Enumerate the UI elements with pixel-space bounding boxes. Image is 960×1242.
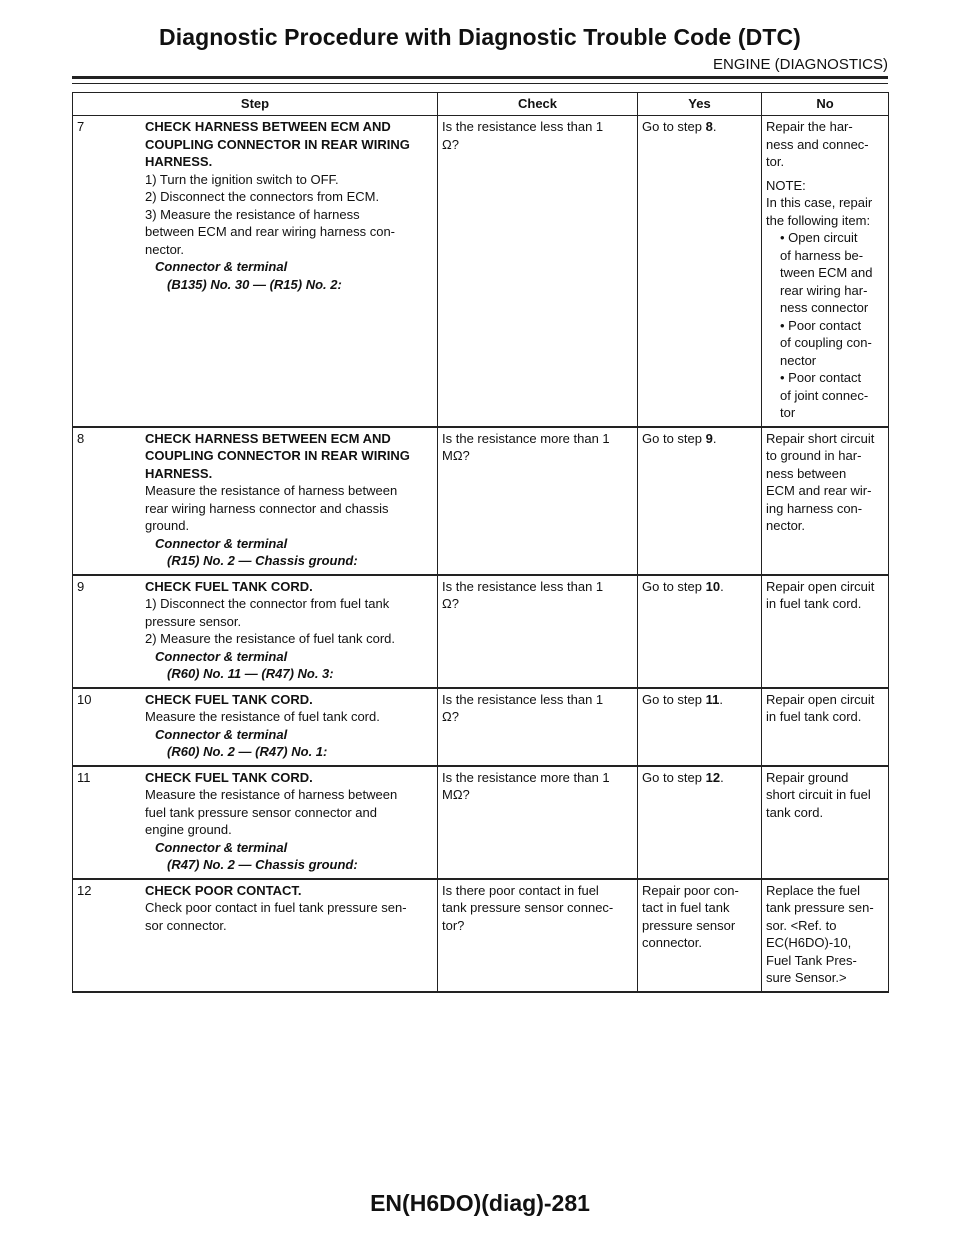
no-line: in fuel tank cord.: [766, 709, 862, 724]
yes-step-link[interactable]: 8: [705, 119, 713, 134]
step-title-line: CHECK FUEL TANK CORD.: [145, 578, 313, 594]
no-cell: [762, 116, 889, 427]
note-bullet-line: rear wiring har-: [780, 282, 868, 298]
column-header-step: Step: [73, 93, 438, 116]
yes-cell: [638, 427, 762, 575]
yes-prefix: Go to step: [642, 691, 706, 707]
procedure-line: nector.: [145, 241, 185, 257]
no-line: sor. <Ref. to: [766, 917, 837, 933]
header-rule-thick: [72, 76, 888, 79]
column-header-yes: Yes: [638, 93, 762, 116]
step-cell: [73, 766, 438, 879]
yes-goto: [642, 691, 758, 709]
connector-label: Connector & terminal: [155, 259, 288, 274]
table-row: [73, 575, 889, 688]
yes-step-link[interactable]: 11: [705, 691, 720, 707]
step-title-line: CHECK FUEL TANK CORD.: [145, 769, 313, 785]
check-cell: [438, 427, 638, 575]
no-line: ECM and rear wir-: [766, 483, 872, 498]
procedure-line: Measure the resistance of harness between: [145, 483, 398, 498]
procedure-line: 1) Disconnect the connector from fuel tank: [145, 596, 390, 611]
note-bullet-line: • Open circuit: [780, 230, 858, 245]
step-body: [145, 118, 434, 293]
procedure-line: between ECM and rear wiring harness con-: [145, 224, 396, 239]
no-line: in fuel tank cord.: [766, 596, 862, 611]
check-line: Is there poor contact in fuel: [442, 882, 599, 898]
note-bullet-line: tween ECM and: [780, 265, 873, 280]
connector-label: Connector & terminal: [155, 648, 288, 664]
procedure-line: 2) Disconnect the connectors from ECM.: [145, 189, 380, 204]
connector-value: (R60) No. 2 — (R47) No. 1:: [167, 744, 328, 759]
no-line: ness between: [766, 465, 847, 481]
no-line: ing harness con-: [766, 500, 863, 516]
step-body: [145, 691, 434, 761]
step-cell-wrap: [77, 691, 434, 761]
yes-cell: [638, 879, 762, 992]
procedure-line: engine ground.: [145, 822, 232, 837]
yes-cell: [638, 575, 762, 688]
section-title: ENGINE (DIAGNOSTICS): [712, 56, 888, 73]
note-line: In this case, repair: [766, 195, 873, 210]
no-cell: [762, 575, 889, 688]
no-line: sure Sensor.>: [766, 970, 847, 985]
step-body: [145, 430, 434, 570]
step-number: 11: [77, 769, 91, 785]
step-body: [145, 769, 434, 874]
connector-value: (R15) No. 2 — Chassis ground:: [167, 553, 358, 568]
check-line: tank pressure sensor connec-: [442, 900, 614, 915]
yes-goto: [642, 118, 758, 136]
table-row: [73, 688, 889, 766]
step-title-line: HARNESS.: [145, 154, 213, 169]
step-cell: [73, 427, 438, 575]
step-number: 8: [77, 430, 85, 446]
yes-prefix: Go to step: [642, 578, 706, 594]
step-cell-wrap: [77, 882, 434, 935]
page-title: Diagnostic Procedure with Diagnostic Trouble Code (DTC): [159, 24, 801, 50]
note-label: NOTE:: [766, 177, 806, 193]
step-title-line: CHECK FUEL TANK CORD.: [145, 691, 313, 707]
no-cell: [762, 879, 889, 992]
yes-prefix: Go to step: [642, 119, 706, 134]
check-line: Is the resistance less than 1: [442, 578, 604, 594]
note-bullet-line: tor: [780, 405, 796, 420]
check-line: Ω?: [442, 709, 459, 724]
connector-value: (R47) No. 2 — Chassis ground:: [167, 857, 358, 872]
note-line: the following item:: [766, 212, 871, 228]
yes-suffix: .: [719, 691, 723, 707]
yes-line: tact in fuel tank: [642, 900, 730, 915]
procedure-line: Measure the resistance of harness between: [145, 787, 398, 802]
no-line: Repair open circuit: [766, 578, 875, 594]
no-line: Repair open circuit: [766, 691, 875, 707]
step-body: [145, 578, 434, 683]
connector-label: Connector & terminal: [155, 726, 288, 742]
yes-goto: [642, 769, 758, 787]
yes-step-link[interactable]: 12: [705, 769, 721, 785]
yes-prefix: Go to step: [642, 769, 706, 785]
procedure-line: ground.: [145, 518, 190, 533]
diagnostic-table: [72, 92, 889, 993]
step-number: 10: [77, 691, 92, 707]
column-header-no: No: [762, 93, 889, 116]
step-title-line: CHECK POOR CONTACT.: [145, 882, 302, 898]
yes-suffix: .: [712, 119, 717, 134]
check-cell: [438, 575, 638, 688]
check-line: Is the resistance more than 1: [442, 769, 610, 785]
yes-goto: [642, 578, 758, 596]
yes-line: connector.: [642, 935, 702, 950]
no-line: EC(H6DO)-10,: [766, 935, 852, 950]
no-line: Replace the fuel: [766, 882, 860, 898]
yes-cell: [638, 116, 762, 427]
check-cell: [438, 116, 638, 427]
no-line: tank pressure sen-: [766, 900, 874, 915]
header-rule-thin: [72, 83, 888, 84]
check-line: Ω?: [442, 136, 459, 152]
no-line: Repair ground: [766, 769, 849, 785]
no-line: to ground in har-: [766, 448, 862, 463]
no-cell: [762, 688, 889, 766]
check-cell: [438, 766, 638, 879]
note-bullet-line: • Poor contact: [780, 317, 862, 333]
check-line: Is the resistance less than 1: [442, 691, 604, 707]
connector-label: Connector & terminal: [155, 839, 288, 855]
table-row: [73, 879, 889, 992]
note-bullet-line: nector: [780, 352, 817, 368]
step-cell-wrap: [77, 118, 434, 293]
yes-suffix: .: [720, 578, 724, 594]
no-cell: [762, 766, 889, 879]
note-bullet-line: of joint connec-: [780, 387, 869, 403]
connector-value: (R60) No. 11 — (R47) No. 3:: [167, 666, 334, 681]
procedure-line: 3) Measure the resistance of harness: [145, 206, 360, 222]
no-line: nector.: [766, 518, 806, 533]
no-line: short circuit in fuel: [766, 787, 871, 802]
yes-prefix: Go to step: [642, 430, 706, 446]
check-line: Is the resistance more than 1: [442, 430, 610, 446]
procedure-line: Check poor contact in fuel tank pressure sen-: [145, 900, 407, 915]
check-cell: [438, 879, 638, 992]
note-bullet-line: of harness be-: [780, 247, 864, 263]
step-title-line: CHECK HARNESS BETWEEN ECM AND: [145, 119, 391, 134]
yes-step-link[interactable]: 9: [705, 430, 713, 446]
step-title-line: HARNESS.: [145, 465, 213, 481]
step-title-line: COUPLING CONNECTOR IN REAR WIRING: [145, 136, 410, 152]
step-cell: [73, 116, 438, 427]
check-cell: [438, 688, 638, 766]
procedure-line: Measure the resistance of fuel tank cord.: [145, 709, 380, 724]
table-row: [73, 116, 889, 427]
yes-line: pressure sensor: [642, 917, 736, 933]
check-line: tor?: [442, 917, 465, 933]
no-cell: [762, 427, 889, 575]
step-cell: [73, 688, 438, 766]
no-line: ness and connec-: [766, 136, 869, 152]
no-line: Repair short circuit: [766, 430, 875, 446]
yes-line: Repair poor con-: [642, 882, 739, 898]
procedure-line: rear wiring harness connector and chassis: [145, 500, 389, 516]
step-title-line: COUPLING CONNECTOR IN REAR WIRING: [145, 448, 410, 463]
procedure-line: sor connector.: [145, 917, 227, 933]
check-line: Is the resistance less than 1: [442, 119, 604, 134]
yes-cell: [638, 688, 762, 766]
check-line: Ω?: [442, 596, 459, 611]
yes-suffix: .: [712, 430, 717, 446]
yes-cell: [638, 766, 762, 879]
step-cell-wrap: [77, 578, 434, 683]
step-cell-wrap: [77, 769, 434, 874]
yes-goto: [642, 430, 758, 448]
check-line: MΩ?: [442, 787, 470, 802]
yes-step-link[interactable]: 10: [705, 578, 721, 594]
note-bullet-line: of coupling con-: [780, 335, 872, 350]
table-row: [73, 766, 889, 879]
step-title-line: CHECK HARNESS BETWEEN ECM AND: [145, 430, 391, 446]
yes-suffix: .: [720, 769, 724, 785]
procedure-line: 2) Measure the resistance of fuel tank cord.: [145, 631, 396, 646]
step-cell: [73, 575, 438, 688]
page-code: EN(H6DO)(diag)-281: [370, 1190, 590, 1216]
step-number: 9: [77, 578, 85, 594]
no-line: tank cord.: [766, 804, 824, 820]
note-bullet-line: • Poor contact: [780, 370, 862, 385]
note-bullet-line: ness connector: [780, 300, 869, 315]
procedure-line: 1) Turn the ignition switch to OFF.: [145, 171, 339, 187]
table-header-row: [73, 93, 889, 116]
column-header-check: Check: [438, 93, 638, 116]
connector-label: Connector & terminal: [155, 535, 288, 551]
procedure-line: pressure sensor.: [145, 613, 242, 629]
step-number: 12: [77, 882, 92, 898]
check-line: MΩ?: [442, 448, 470, 463]
no-line: tor.: [766, 154, 785, 169]
table-row: [73, 427, 889, 575]
step-cell-wrap: [77, 430, 434, 570]
no-line: Fuel Tank Pres-: [766, 952, 857, 968]
table-body: [73, 116, 889, 992]
no-line: Repair the har-: [766, 119, 853, 134]
step-cell: [73, 879, 438, 992]
procedure-line: fuel tank pressure sensor connector and: [145, 804, 377, 820]
connector-value: (B135) No. 30 — (R15) No. 2:: [167, 276, 342, 292]
step-number: 7: [77, 119, 85, 134]
step-body: [145, 882, 434, 935]
